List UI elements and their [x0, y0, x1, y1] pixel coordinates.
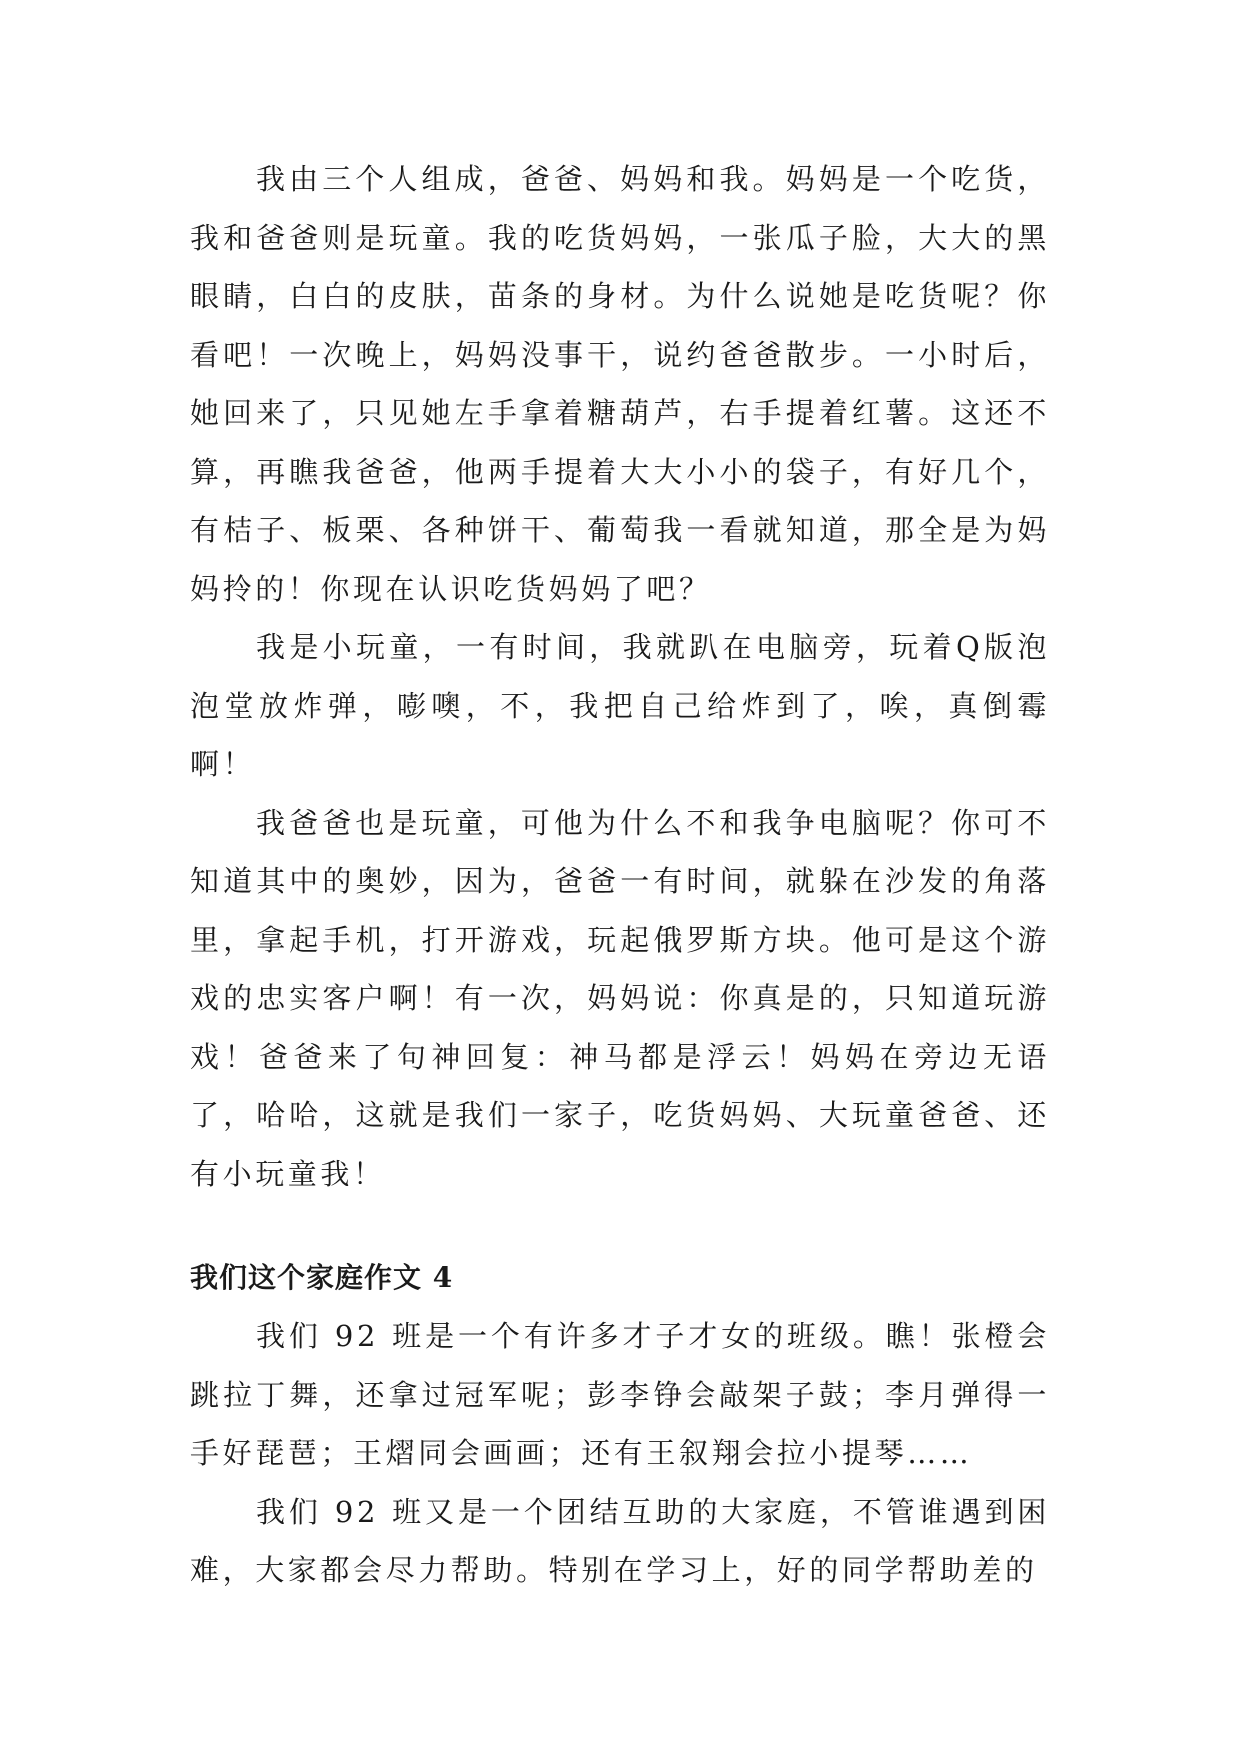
- paragraph-little-player: 我是小玩童，一有时间，我就趴在电脑旁，玩着Q版泡泡堂放炸弹，嘭噢，不，我把自己给炸到了，唉，真倒霉啊！: [190, 630, 1050, 781]
- essay-title: 我们这个家庭作文 4: [190, 1261, 454, 1294]
- paragraph-dad-player: 我爸爸也是玩童，可他为什么不和我争电脑呢？你可不知道其中的奥妙，因为，爸爸一有时间，就躲在沙发的角落里，拿起手机，打开游戏，玩起俄罗斯方块。他可是这个游戏的忠实客户啊！有一次，妈妈说：你真是的，只知道玩游戏！爸爸来了句神回复：神马都是浮云！妈妈在旁边无语了，哈哈，这就是我们一家子，吃货妈妈、大玩童爸爸、还有小玩童我！: [190, 805, 1050, 1191]
- document-page: [190, 150, 1050, 1600]
- paragraph-class-unity: 我们 92 班又是一个团结互助的大家庭，不管谁遇到困难，大家都会尽力帮助。特别在学习上，好的同学帮助差的: [190, 1494, 1050, 1587]
- paragraph-class-talents: 我们 92 班是一个有许多才子才女的班级。瞧！张橙会跳拉丁舞，还拿过冠军呢；彭李铮会敲架子鼓；李月弹得一手好琵琶；王熠同会画画；还有王叙翔会拉小提琴……: [190, 1319, 1050, 1470]
- paragraph-mom-foodie: 我由三个人组成，爸爸、妈妈和我。妈妈是一个吃货，我和爸爸则是玩童。我的吃货妈妈，一张瓜子脸，大大的黑眼睛，白白的皮肤，苗条的身材。为什么说她是吃货呢？你看吧！一次晚上，妈妈没事干，说约爸爸散步。一小时后，她回来了，只见她左手拿着糖葫芦，右手提着红薯。这还不算，再瞧我爸爸，他两手提着大大小小的袋子，有好几个，有桔子、板栗、各种饼干、葡萄我一看就知道，那全是为妈妈拎的！你现在认识吃货妈妈了吧？: [190, 162, 1050, 606]
